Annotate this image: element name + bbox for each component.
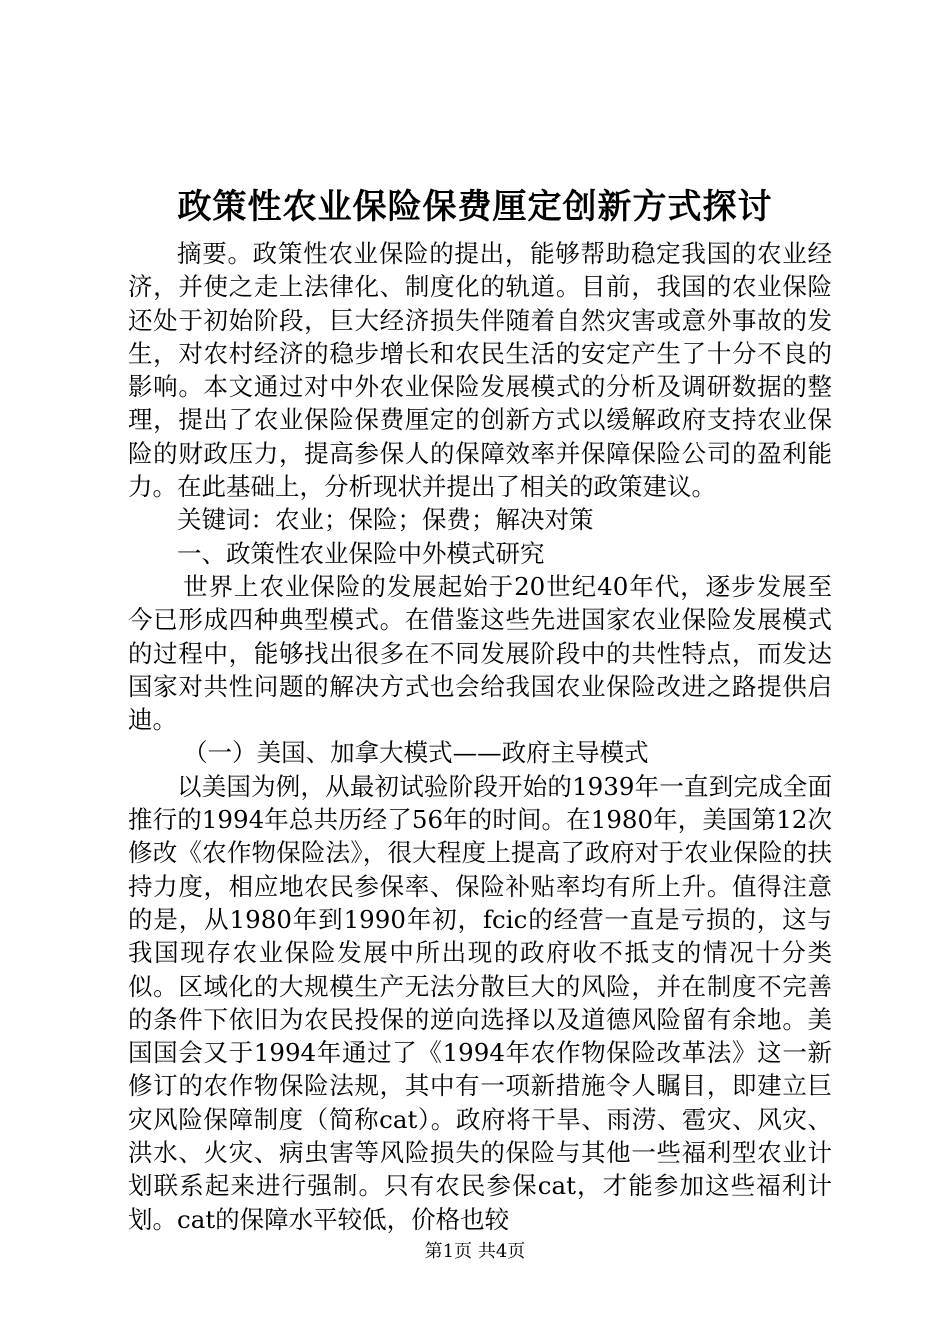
subsection-heading: （一）美国、加拿大模式——政府主导模式 bbox=[183, 738, 649, 768]
abstract-paragraph: 摘要。政策性农业保险的提出，能够帮助稳定我国的农业经济，并使之走上法律化、制度化的轨道。目前，我国的农业保险还处于初始阶段，巨大经济损失伴随着自然灾害或意外事故的发生，对农村经济的稳步增长和农民生活的安定产生了十分不良的影响。本文通过对中外农业保险发展模式的分析及调研数据的整理，提出了农业保险保费厘定的创新方式以缓解政府支持农业保险的财政压力，提高参保人的保障效率并保障保险公司的盈利能力。在此基础上，分析现状并提出了相关的政策建议。 bbox=[128, 239, 832, 502]
document-title: 政策性农业保险保费厘定创新方式探讨 bbox=[177, 187, 773, 227]
body-paragraph: 以美国为例，从最初试验阶段开始的1939年一直到完成全面推行的1994年总共历经了56年的时间。在1980年，美国第12次修改《农作物保险法》，很大程度上提高了政府对于农业保险的扶持力度，相应地农民参保率、保险补贴率均有所上升。值得注意的是，从1980年到1990年初，fcic的经营一直是亏损的，这与我国现存农业保险发展中所出现的政府收不抵支的情况十分类似。区域化的大规模生产无法分散巨大的风险，并在制度不完善的条件下依旧为农民投保的逆向选择以及道德风险留有余地。美国国会又于1994年通过了《1994年农作物保险改革法》这一新修订的农作物保险法规，其中有一项新措施令人瞩目，即建立巨灾风险保障制度（简称cat）。政府将干旱、雨涝、雹灾、风灾、洪水、火灾、病虫害等风险损失的保险与其他一些福利型农业计划联系起来进行强制。只有农民参保cat，才能参加这些福利计划。cat的保障水平较低，价格也较 bbox=[128, 771, 832, 1234]
section-heading: 一、政策性农业保险中外模式研究 bbox=[177, 538, 545, 568]
keywords-line: 关键词：农业；保险；保费；解决对策 bbox=[177, 505, 594, 535]
document-body bbox=[128, 237, 832, 1236]
page-footer: 第1页 共4页 bbox=[424, 1241, 526, 1262]
body-paragraph: 世界上农业保险的发展起始于20世纪40年代，逐步发展至今已形成四种典型模式。在借鉴这些先进国家农业保险发展模式的过程中，能够找出很多在不同发展阶段中的共性特点，而发达国家对共性问题的解决方式也会给我国农业保险改进之路提供启迪。 bbox=[128, 571, 832, 735]
